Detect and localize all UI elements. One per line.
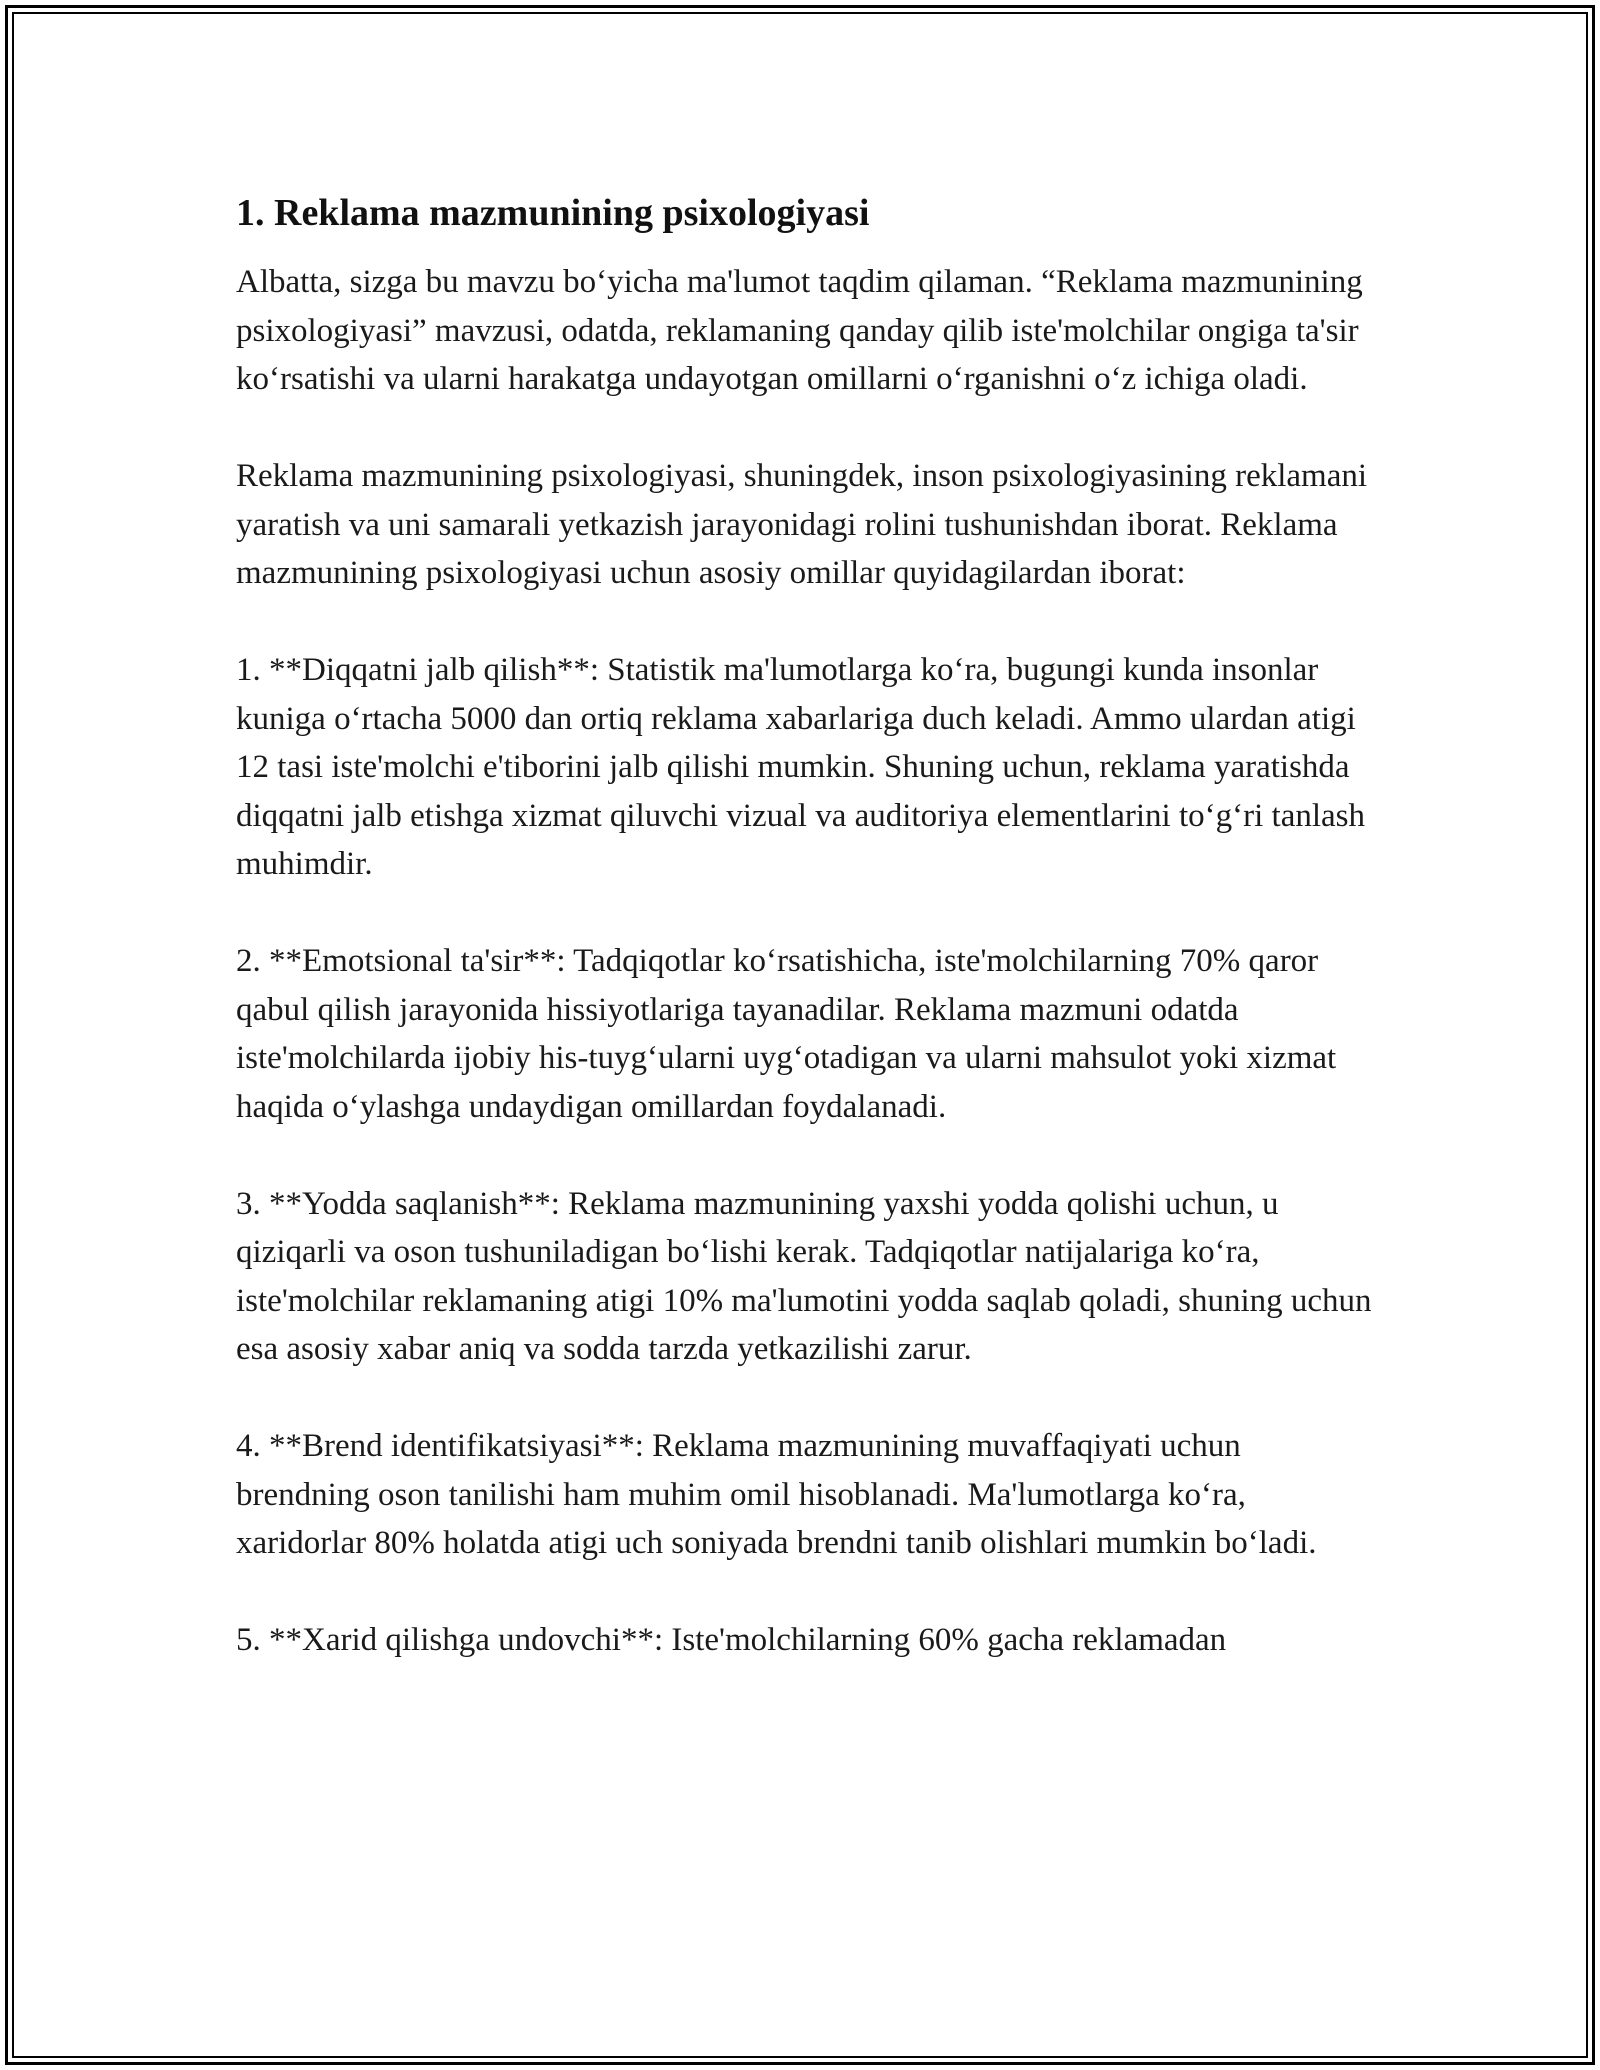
factor-emotion-paragraph: 2. **Emotsional ta'sir**: Tadqiqotlar ko‘rsatishicha, iste'molchilarning 70% qaror qabul qilish jarayonida hissiyotlariga tayanadilar. Reklama mazmuni odatda iste'molchilarda ijobiy his-tuyg‘ularni uyg‘otadigan va ularni mahsulot yoki xizmat haqida o‘ylashga undaydigan omillardan foydalanadi.	[236, 943, 1337, 1125]
factor-attention-paragraph: 1. **Diqqatni jalb qilish**: Statistik ma'lumotlarga ko‘ra, bugungi kunda insonlar kuniga o‘rtacha 5000 dan ortiq reklama xabarlariga duch keladi. Ammo ulardan atigi 12 tasi iste'molchi e'tiborini jalb qilishi mumkin. Shuning uchun, reklama yaratishda diqqatni jalb etishga xizmat qiluvchi vizual va auditoriya elementlarini to‘g‘ri tanlash muhimdir.	[236, 652, 1365, 882]
factor-brand-paragraph: 4. **Brend identifikatsiyasi**: Reklama mazmunining muvaffaqiyati uchun brendning oson tanilishi ham muhim omil hisoblanadi. Ma'lumotlarga ko‘ra, xaridorlar 80% holatda atigi uch soniyada brendni tanib olishlari mumkin bo‘ladi.	[236, 1428, 1317, 1561]
factor-memory-paragraph: 3. **Yodda saqlanish**: Reklama mazmunining yaxshi yodda qolishi uchun, u qiziqarli va oson tushuniladigan bo‘lishi kerak. Tadqiqotlar natijalariga ko‘ra, iste'molchilar reklamaning atigi 10% ma'lumotini yodda saqlab qoladi, shuning uchun esa asosiy xabar aniq va sodda tarzda yetkazilishi zarur.	[236, 1185, 1372, 1367]
document-page	[236, 186, 1376, 1713]
overview-paragraph: Reklama mazmunining psixologiyasi, shuningdek, inson psixologiyasining reklamani yaratish va uni samarali yetkazish jarayonidagi rolini tushunishdan iborat. Reklama mazmunining psixologiyasi uchun asosiy omillar quyidagilardan iborat:	[236, 458, 1368, 591]
factor-purchase-paragraph: 5. **Xarid qilishga undovchi**: Iste'molchilarning 60% gacha reklamadan	[236, 1622, 1227, 1658]
intro-paragraph: Albatta, sizga bu mavzu bo‘yicha ma'lumot taqdim qilaman. “Reklama mazmunining psixologiyasi” mavzusi, odatda, reklamaning qanday qilib iste'molchilar ongiga ta'sir ko‘rsatishi va ularni harakatga undayotgan omillarni o‘rganishni o‘z ichiga oladi.	[236, 264, 1363, 397]
document-title: 1. Reklama mazmunining psixologiyasi	[236, 192, 870, 234]
